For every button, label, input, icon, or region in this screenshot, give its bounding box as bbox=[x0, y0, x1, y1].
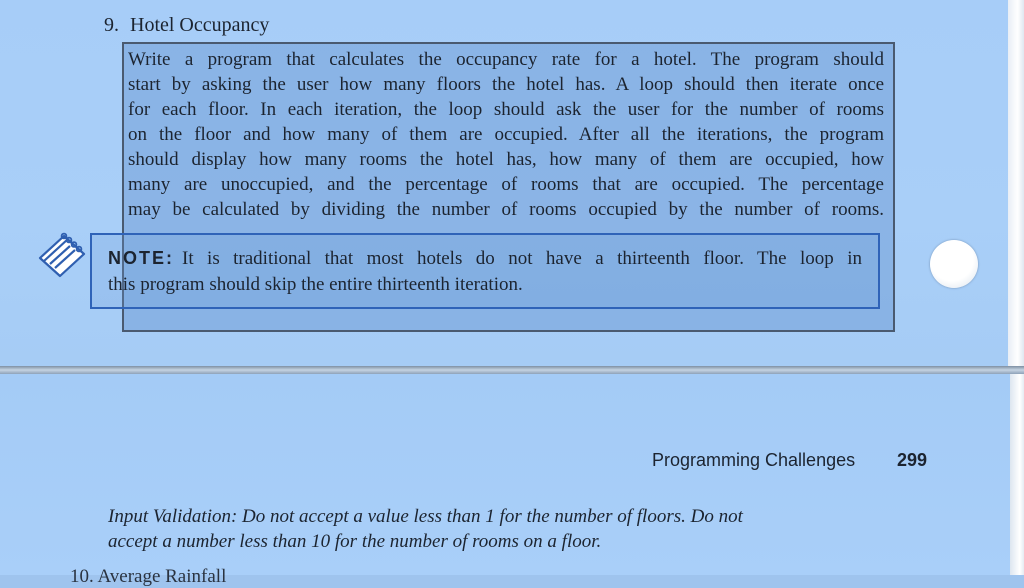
lower-page-edge bbox=[1010, 374, 1024, 575]
note-label: NOTE: bbox=[108, 248, 174, 268]
exercise-heading bbox=[104, 14, 269, 37]
problem-line: may be calculated by dividing the number of rooms occupied by the number of rooms. bbox=[128, 199, 884, 220]
validation-line-1: Input Validation: Do not accept a value less than 1 for the number of floors. Do not bbox=[108, 506, 743, 527]
note-body-1: It is traditional that most hotels do not have a thirteenth floor. The loop in bbox=[182, 248, 862, 269]
binder-punch-hole bbox=[930, 240, 978, 288]
note-text bbox=[108, 245, 862, 298]
page-number: 299 bbox=[897, 450, 928, 470]
validation-line-2: accept a number less than 10 for the number of rooms on a floor. bbox=[108, 531, 602, 552]
upper-page-edge bbox=[1008, 0, 1024, 366]
note-line-1 bbox=[108, 245, 862, 272]
problem-line: Write a program that calculates the occupancy rate for a hotel. The program should bbox=[128, 49, 884, 70]
problem-line: start by asking the user how many floors the hotel has. A loop should then iterate once bbox=[128, 74, 884, 95]
problem-line: on the floor and how many of them are occupied. After all the iterations, the program bbox=[128, 124, 884, 145]
notepad-icon bbox=[34, 228, 90, 280]
exercise-number: 9. bbox=[104, 14, 119, 36]
problem-line: for each floor. In each iteration, the loop should ask the user for the number of rooms bbox=[128, 99, 884, 120]
problem-line: many are unoccupied, and the percentage of rooms that are occupied. The percentage bbox=[128, 174, 884, 195]
running-head: Programming Challenges bbox=[652, 450, 856, 470]
exercise-title: Hotel Occupancy bbox=[130, 14, 270, 36]
input-validation bbox=[108, 504, 860, 554]
problem-line: should display how many rooms the hotel has, how many of them are occupied, how bbox=[128, 149, 884, 170]
note-line-2: this program should skip the entire thirteenth iteration. bbox=[108, 274, 523, 295]
next-exercise-cutoff: 10. Average Rainfall bbox=[70, 566, 227, 587]
page-fold-divider bbox=[0, 366, 1024, 374]
problem-statement bbox=[128, 47, 884, 222]
